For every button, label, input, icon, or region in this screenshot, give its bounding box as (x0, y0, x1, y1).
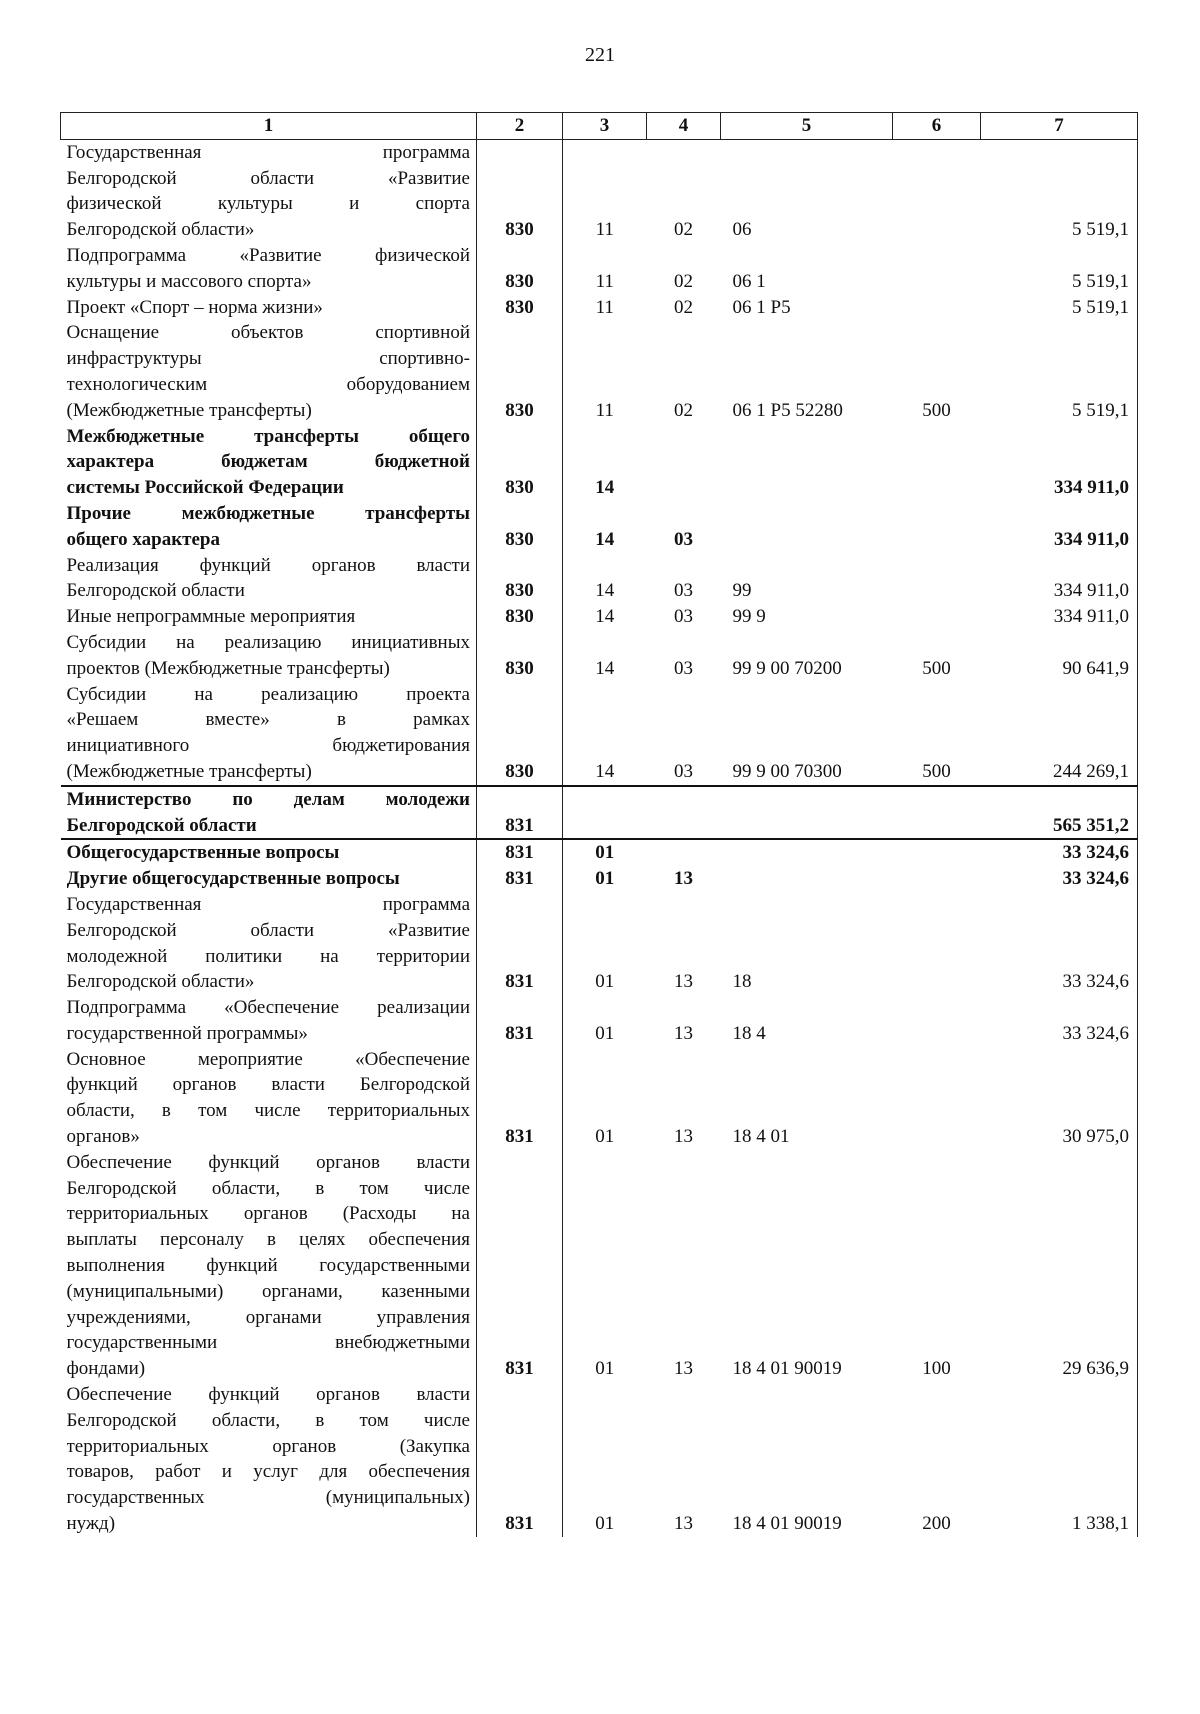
expense-type-code: 500 (922, 760, 951, 782)
description-line: Общегосударственные вопросы (66, 842, 340, 864)
target-article-code: 99 9 (732, 606, 766, 628)
section-code: 14 (595, 606, 615, 628)
subsection-code: 03 (674, 580, 693, 602)
expense-type-code (893, 501, 981, 553)
description-line: инициативного бюджетирования (66, 735, 470, 757)
description-line: Подпрограмма «Обеспечение реализации (66, 997, 470, 1019)
target-article-code: 99 9 00 70200 (732, 657, 842, 679)
table-row (61, 243, 1138, 295)
target-article-code: 06 1 P5 52280 (732, 399, 843, 421)
description-line: фондами) (66, 1358, 146, 1380)
amount: 334 911,0 (981, 604, 1138, 630)
row-description (61, 682, 477, 786)
ministry-code: 831 (477, 892, 563, 995)
table-row (61, 139, 1138, 243)
description-line: Белгородской области «Развитие (66, 167, 470, 189)
subsection-code: 02 (674, 296, 693, 318)
subsection-code: 03 (674, 657, 693, 679)
ministry-code: 831 (477, 1150, 563, 1382)
expense-type-code (893, 139, 981, 243)
amount: 244 269,1 (981, 682, 1138, 786)
description-line: Субсидии на реализацию инициативных (66, 631, 470, 653)
description-line: Иные непрограммные мероприятия (66, 606, 356, 628)
column-header-3: 3 (563, 113, 647, 140)
subsection-code: 13 (674, 1126, 693, 1148)
ministry-code: 830 (477, 501, 563, 553)
table-body (61, 139, 1138, 1537)
description-line: товаров, работ и услуг для обеспечения (66, 1461, 470, 1483)
description-line: Белгородской области, в том числе (66, 1409, 470, 1431)
section-code (563, 786, 647, 840)
ministry-code: 830 (477, 682, 563, 786)
description-line: физической культуры и спорта (66, 193, 470, 215)
row-description (61, 139, 477, 243)
section-code: 14 (595, 760, 615, 782)
description-line: Оснащение объектов спортивной (66, 322, 470, 344)
description-line: общего характера (66, 528, 220, 550)
description-line: Прочие межбюджетные трансферты (66, 502, 470, 524)
target-article-code: 99 9 00 70300 (732, 760, 842, 782)
ministry-code: 830 (477, 424, 563, 501)
expense-type-code (893, 424, 981, 501)
description-line: Белгородской области» (66, 219, 255, 241)
subsection-code: 13 (674, 868, 693, 890)
amount: 565 351,2 (981, 786, 1138, 840)
target-article-code (721, 501, 893, 553)
description-line: «Решаем вместе» в рамках (66, 709, 470, 731)
ministry-code: 830 (477, 320, 563, 423)
target-article-code (721, 786, 893, 840)
table-row (61, 501, 1138, 553)
ministry-code: 830 (477, 243, 563, 295)
section-code: 14 (595, 580, 615, 602)
ministry-code: 831 (477, 1382, 563, 1537)
description-line: Другие общегосударственные вопросы (66, 868, 400, 890)
section-code: 14 (595, 477, 615, 499)
description-line: государственными внебюджетными (66, 1332, 470, 1354)
section-code: 11 (595, 270, 614, 292)
table-row (61, 604, 1138, 630)
row-description (61, 604, 477, 630)
row-description (61, 866, 477, 892)
column-header-4: 4 (647, 113, 721, 140)
section-code: 01 (595, 1358, 615, 1380)
description-line: Министерство по делам молодежи (66, 788, 470, 810)
description-line: Белгородской области» (66, 971, 255, 993)
subsection-code: 13 (674, 1513, 693, 1535)
amount: 5 519,1 (981, 139, 1138, 243)
column-header-6: 6 (893, 113, 981, 140)
description-line: выплаты персоналу в целях обеспечения (66, 1229, 470, 1251)
description-line: молодежной политики на территории (66, 945, 470, 967)
subsection-code: 02 (674, 270, 693, 292)
section-code: 01 (595, 1126, 615, 1148)
expense-type-code (893, 892, 981, 995)
description-line: выполнения функций государственными (66, 1255, 470, 1277)
table-row (61, 1150, 1138, 1382)
ministry-code: 831 (477, 786, 563, 840)
row-description (61, 243, 477, 295)
row-description (61, 501, 477, 553)
amount: 33 324,6 (981, 839, 1138, 866)
ministry-code: 830 (477, 630, 563, 682)
table-row (61, 424, 1138, 501)
description-line: территориальных органов (Закупка (66, 1435, 470, 1457)
target-article-code: 06 (732, 219, 752, 241)
description-line: Субсидии на реализацию проекта (66, 683, 470, 705)
expense-type-code (893, 604, 981, 630)
amount: 334 911,0 (981, 424, 1138, 501)
row-description (61, 424, 477, 501)
table-row (61, 295, 1138, 321)
amount: 33 324,6 (981, 866, 1138, 892)
subsection-code (647, 424, 721, 501)
ministry-code: 831 (477, 995, 563, 1047)
description-line: государственных (муниципальных) (66, 1487, 470, 1509)
target-article-code: 99 (732, 580, 752, 602)
amount: 90 641,9 (981, 630, 1138, 682)
subsection-code: 03 (674, 528, 693, 550)
column-header-5: 5 (721, 113, 893, 140)
row-description (61, 553, 477, 605)
subsection-code (647, 786, 721, 840)
amount: 30 975,0 (981, 1047, 1138, 1150)
table-row (61, 839, 1138, 866)
expense-type-code: 100 (922, 1358, 951, 1380)
table-row (61, 1047, 1138, 1150)
expense-type-code: 500 (922, 399, 951, 421)
target-article-code: 18 (732, 971, 752, 993)
column-header-1: 1 (61, 113, 477, 140)
amount: 1 338,1 (981, 1382, 1138, 1537)
section-code: 11 (595, 399, 614, 421)
subsection-code: 13 (674, 1358, 693, 1380)
row-description (61, 295, 477, 321)
ministry-code: 830 (477, 604, 563, 630)
ministry-code: 830 (477, 553, 563, 605)
table-row (61, 786, 1138, 840)
section-code: 14 (595, 528, 615, 550)
column-header-2: 2 (477, 113, 563, 140)
description-line: (Межбюджетные трансферты) (66, 760, 312, 782)
column-header-7: 7 (981, 113, 1138, 140)
description-line: функций органов власти Белгородской (66, 1074, 470, 1096)
section-code: 01 (595, 1513, 615, 1535)
description-line: характера бюджетам бюджетной (66, 451, 470, 473)
table-row (61, 320, 1138, 423)
amount: 33 324,6 (981, 995, 1138, 1047)
target-article-code (721, 424, 893, 501)
target-article-code (721, 866, 893, 892)
ministry-code: 830 (477, 139, 563, 243)
target-article-code: 18 4 01 (732, 1126, 790, 1148)
section-code: 01 (595, 868, 615, 890)
expense-type-code (893, 243, 981, 295)
expense-type-code (893, 866, 981, 892)
target-article-code: 18 4 01 90019 (732, 1358, 842, 1380)
row-description (61, 320, 477, 423)
description-line: нужд) (66, 1513, 116, 1535)
description-line: культуры и массового спорта» (66, 270, 312, 292)
amount: 33 324,6 (981, 892, 1138, 995)
expense-type-code (893, 839, 981, 866)
row-description (61, 1382, 477, 1537)
row-description (61, 995, 477, 1047)
description-line: проектов (Межбюджетные трансферты) (66, 657, 390, 679)
header-row (61, 113, 1138, 140)
section-code: 01 (595, 842, 615, 864)
section-code: 01 (595, 1022, 615, 1044)
target-article-code: 18 4 01 90019 (732, 1513, 842, 1535)
table-row (61, 553, 1138, 605)
page-number: 221 (585, 44, 615, 66)
amount: 334 911,0 (981, 553, 1138, 605)
description-line: государственной программы» (66, 1022, 308, 1044)
description-line: Государственная программа (66, 893, 470, 915)
subsection-code: 02 (674, 399, 693, 421)
target-article-code (721, 839, 893, 866)
expense-type-code (893, 1047, 981, 1150)
section-code: 01 (595, 971, 615, 993)
row-description (61, 892, 477, 995)
budget-table (60, 112, 1138, 1537)
ministry-code: 831 (477, 839, 563, 866)
expense-type-code (893, 786, 981, 840)
description-line: Обеспечение функций органов власти (66, 1384, 470, 1406)
table-row (61, 682, 1138, 786)
section-code: 14 (595, 657, 615, 679)
amount: 5 519,1 (981, 295, 1138, 321)
row-description (61, 1047, 477, 1150)
description-line: Реализация функций органов власти (66, 554, 470, 576)
description-line: Основное мероприятие «Обеспечение (66, 1048, 470, 1070)
table-row (61, 630, 1138, 682)
target-article-code: 06 1 (732, 270, 766, 292)
ministry-code: 831 (477, 1047, 563, 1150)
description-line: Подпрограмма «Развитие физической (66, 244, 470, 266)
description-line: Белгородской области «Развитие (66, 919, 470, 941)
description-line: Белгородской области (66, 580, 245, 602)
subsection-code: 13 (674, 1022, 693, 1044)
expense-type-code (893, 295, 981, 321)
subsection-code: 03 (674, 606, 693, 628)
amount: 5 519,1 (981, 243, 1138, 295)
section-code: 11 (595, 219, 614, 241)
subsection-code: 02 (674, 219, 693, 241)
amount: 5 519,1 (981, 320, 1138, 423)
row-description (61, 630, 477, 682)
description-line: Государственная программа (66, 141, 470, 163)
amount: 29 636,9 (981, 1150, 1138, 1382)
expense-type-code (893, 995, 981, 1047)
ministry-code: 831 (477, 866, 563, 892)
description-line: области, в том числе территориальных (66, 1100, 470, 1122)
expense-type-code: 500 (922, 657, 951, 679)
subsection-code (647, 839, 721, 866)
subsection-code: 03 (674, 760, 693, 782)
description-line: системы Российской Федерации (66, 477, 344, 499)
amount: 334 911,0 (981, 501, 1138, 553)
row-description (61, 786, 477, 840)
table-row (61, 995, 1138, 1047)
table-row (61, 1382, 1138, 1537)
description-line: технологическим оборудованием (66, 373, 470, 395)
description-line: учреждениями, органами управления (66, 1306, 470, 1328)
expense-type-code (893, 553, 981, 605)
row-description (61, 839, 477, 866)
description-line: Обеспечение функций органов власти (66, 1151, 470, 1173)
description-line: Белгородской области, в том числе (66, 1177, 470, 1199)
subsection-code: 13 (674, 971, 693, 993)
description-line: инфраструктуры спортивно- (66, 348, 470, 370)
description-line: (Межбюджетные трансферты) (66, 399, 312, 421)
section-code: 11 (595, 296, 614, 318)
row-description (61, 1150, 477, 1382)
target-article-code: 18 4 (732, 1022, 766, 1044)
description-line: органов» (66, 1126, 140, 1148)
description-line: Межбюджетные трансферты общего (66, 425, 470, 447)
ministry-code: 830 (477, 295, 563, 321)
description-line: Белгородской области (66, 814, 257, 836)
description-line: Проект «Спорт – норма жизни» (66, 296, 323, 318)
description-line: территориальных органов (Расходы на (66, 1203, 470, 1225)
table-row (61, 866, 1138, 892)
expense-type-code: 200 (922, 1513, 951, 1535)
target-article-code: 06 1 P5 (732, 296, 791, 318)
description-line: (муниципальными) органами, казенными (66, 1280, 470, 1302)
table-row (61, 892, 1138, 995)
